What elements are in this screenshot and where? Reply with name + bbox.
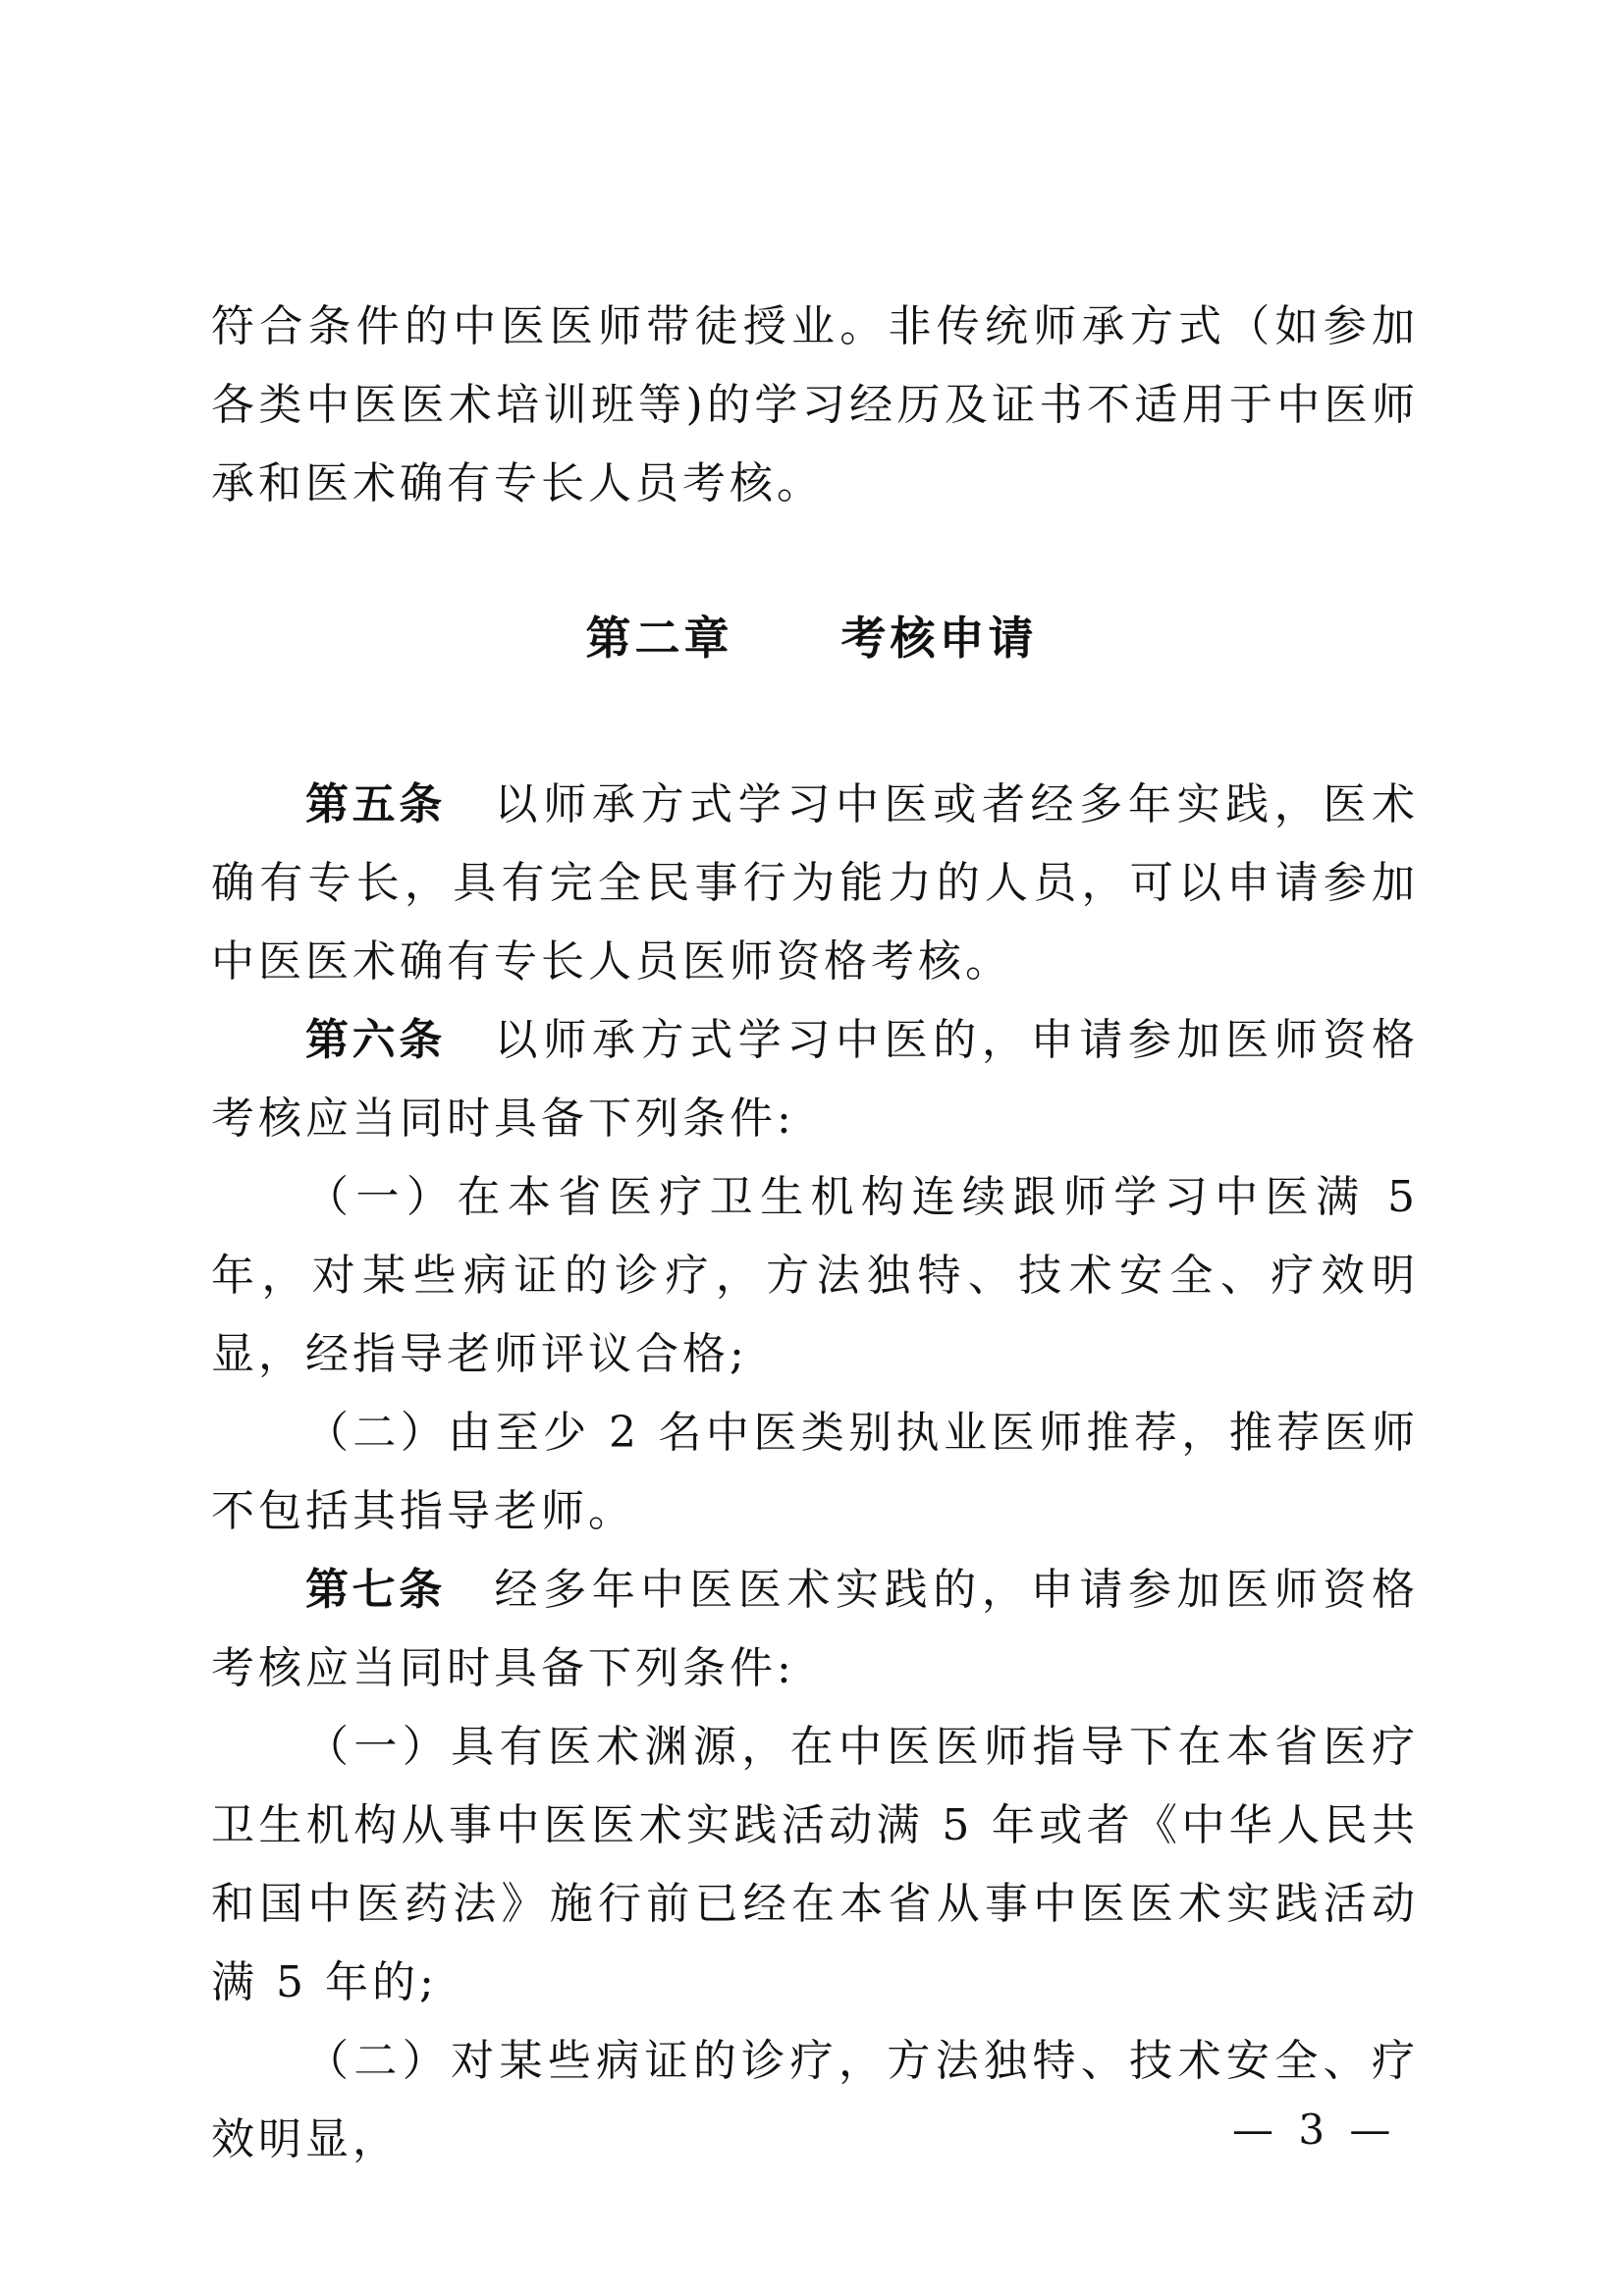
article-6-label: 第六条 bbox=[305, 1015, 446, 1065]
article-7-item-2: （二）对某些病证的诊疗，方法独特、技术安全、疗效明显， bbox=[211, 2036, 1419, 2164]
chapter-number: 第二章 bbox=[585, 612, 733, 665]
article-7-text: 经多年中医医术实践的，申请参加医师资格考核应当同时具备下列条件: bbox=[211, 1565, 1420, 1693]
chapter-title: 考核申请 bbox=[840, 612, 1038, 665]
article-5-label: 第五条 bbox=[305, 779, 446, 829]
article-6-item-2: （二）由至少 2 名中医类别执业医师推荐，推荐医师不包括其指导老师。 bbox=[211, 1408, 1419, 1536]
article-7-label: 第七条 bbox=[305, 1565, 446, 1615]
article-6-text: 以师承方式学习中医的，申请参加医师资格考核应当同时具备下列条件: bbox=[211, 1015, 1420, 1144]
article-7 bbox=[211, 1551, 1419, 1708]
article-5-text: 以师承方式学习中医或者经多年实践，医术确有专长，具有完全民事行为能力的人员，可以申请参加中医医术确有专长人员医师资格考核。 bbox=[211, 779, 1420, 987]
page-number: — 3 — bbox=[1232, 2106, 1397, 2154]
articles-section bbox=[211, 766, 1419, 2179]
article-6 bbox=[211, 1001, 1419, 1158]
chapter-heading bbox=[0, 599, 1623, 677]
article-5 bbox=[211, 766, 1419, 1001]
intro-section bbox=[211, 288, 1419, 523]
intro-paragraph: 符合条件的中医医师带徒授业。非传统师承方式（如参加各类中医医术培训班等)的学习经历及证书不适用于中医师承和医术确有专长人员考核。 bbox=[211, 301, 1419, 508]
article-6-item-1: （一）在本省医疗卫生机构连续跟师学习中医满 5 年，对某些病证的诊疗，方法独特、技术安全、疗效明显，经指导老师评议合格; bbox=[211, 1172, 1419, 1379]
article-7-item-1: （一）具有医术渊源，在中医医师指导下在本省医疗卫生机构从事中医医术实践活动满 5 年或者《中华人民共和国中医药法》施行前已经在本省从事中医医术实践活动满 5 年的; bbox=[211, 1722, 1419, 2007]
